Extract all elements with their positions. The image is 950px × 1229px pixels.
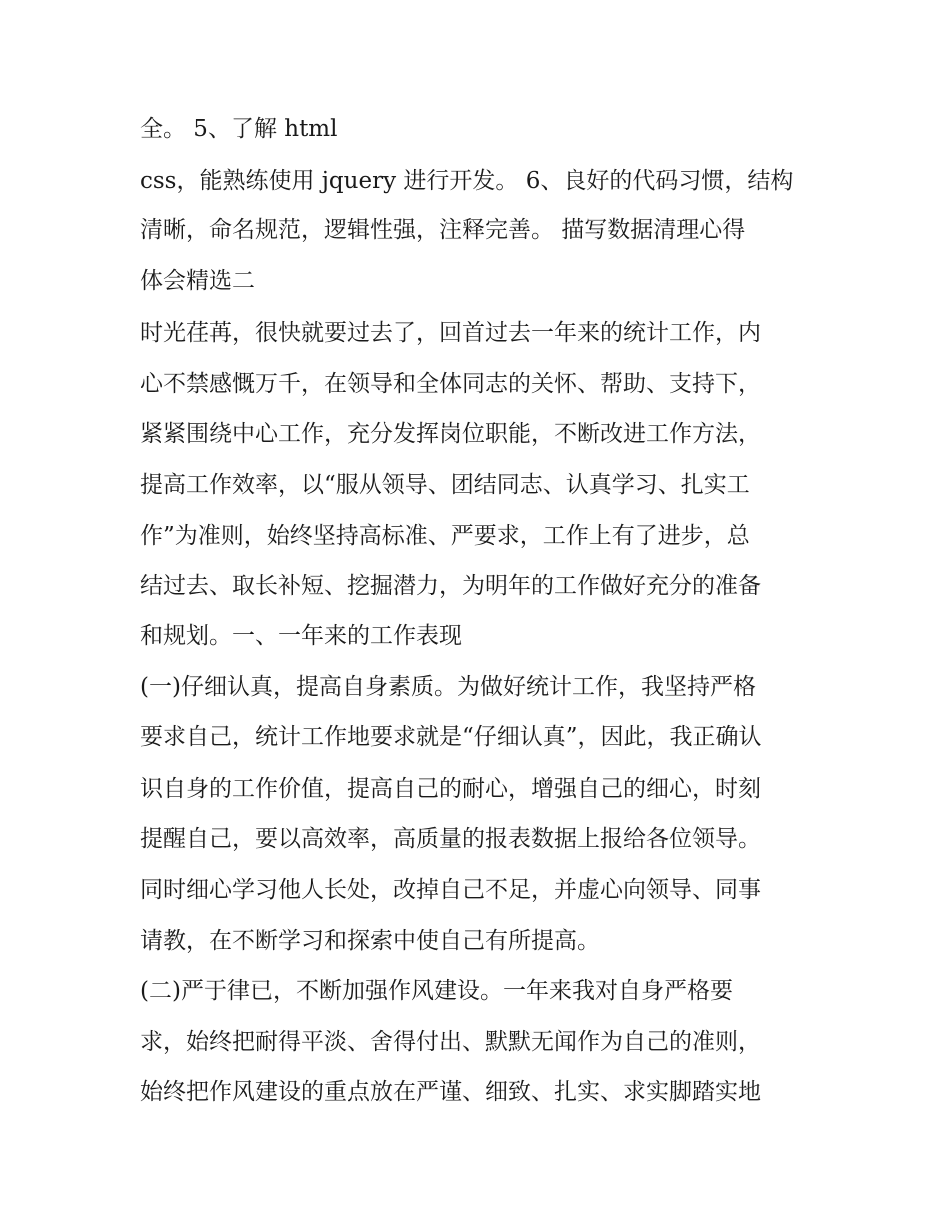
text-line: 紧紧围绕中心工作，充分发挥岗位职能，不断改进工作方法， bbox=[140, 421, 761, 447]
text-line: 全。 5、了解 html bbox=[140, 116, 338, 142]
text-line: 求，始终把耐得平淡、舍得付出、默默无闻作为自己的准则， bbox=[140, 1029, 761, 1055]
text-line: (二)严于律已，不断加强作风建设。一年来我对自身严格要 bbox=[140, 978, 733, 1004]
text-line: 始终把作风建设的重点放在严谨、细致、扎实、求实脚踏实地 bbox=[140, 1079, 761, 1105]
text-line: (一)仔细认真，提高自身素质。为做好统计工作，我坚持严格 bbox=[140, 674, 756, 700]
text-line: 心不禁感慨万千，在领导和全体同志的关怀、帮助、支持下， bbox=[140, 371, 761, 397]
text-line: 作”为准则，始终坚持高标准、严要求，工作上有了进步，总 bbox=[140, 523, 750, 549]
text-line: 请教，在不断学习和探索中使自己有所提高。 bbox=[140, 928, 600, 954]
text-line: 同时细心学习他人长处，改掉自己不足，并虚心向领导、同事 bbox=[140, 877, 761, 903]
text-line: 识自身的工作价值，提高自己的耐心，增强自己的细心，时刻 bbox=[140, 776, 761, 802]
text-line: 清晰，命名规范，逻辑性强，注释完善。 描写数据清理心得 bbox=[140, 217, 746, 243]
text-line: 要求自己，统计工作地要求就是“仔细认真”，因此，我正确认 bbox=[140, 724, 762, 750]
text-line: 提醒自己，要以高效率，高质量的报表数据上报给各位领导。 bbox=[140, 826, 761, 852]
text-line: 时光荏苒，很快就要过去了，回首过去一年来的统计工作，内 bbox=[140, 320, 761, 346]
text-line: 体会精选二 bbox=[140, 268, 255, 294]
text-line: 和规划。一、一年来的工作表现 bbox=[140, 623, 462, 649]
text-line: 结过去、取长补短、挖掘潜力，为明年的工作做好充分的准备 bbox=[140, 573, 761, 599]
text-line: 提高工作效率，以“服从领导、团结同志、认真学习、扎实工 bbox=[140, 472, 750, 498]
text-line: css，能熟练使用 jquery 进行开发。 6、良好的代码习惯，结构 bbox=[140, 168, 794, 194]
